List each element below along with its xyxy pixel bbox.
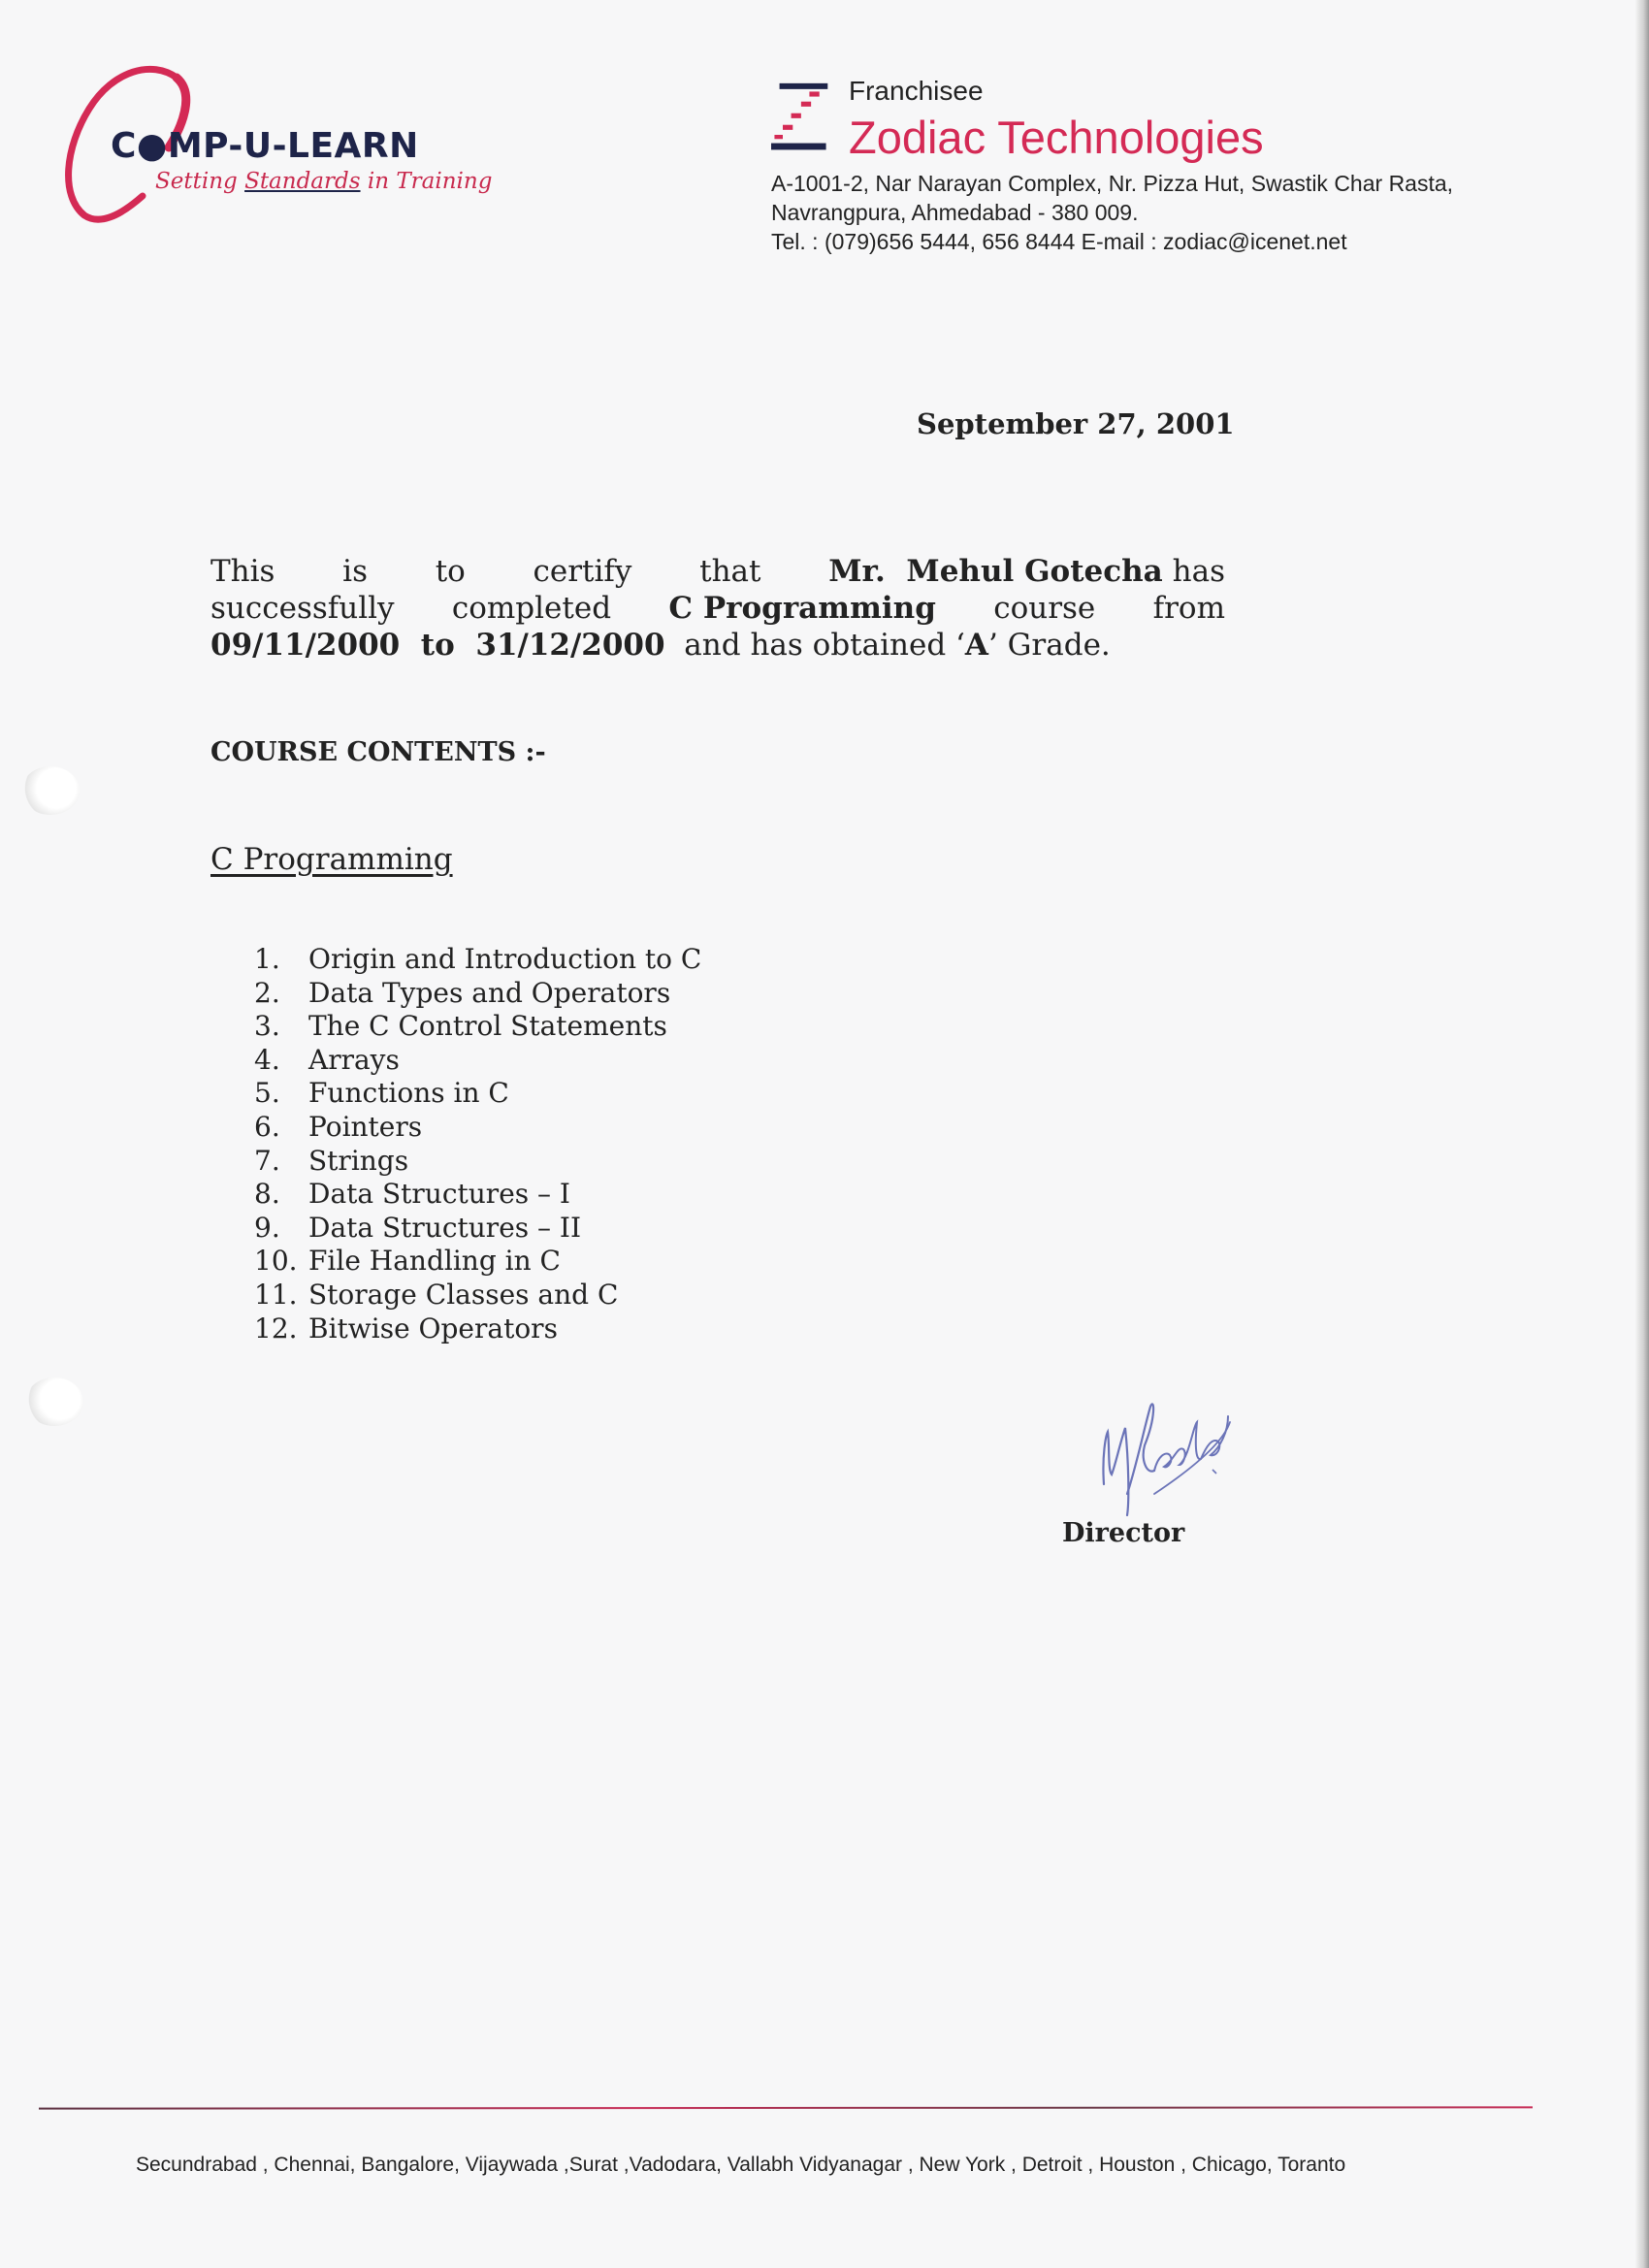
topic-number: 4. bbox=[254, 1043, 280, 1076]
cert-word: has bbox=[1172, 554, 1225, 589]
certification-paragraph bbox=[210, 553, 1225, 664]
franchisee-label: Franchisee bbox=[849, 76, 984, 106]
list-item bbox=[254, 1178, 701, 1212]
topic-number: 10. bbox=[254, 1245, 298, 1278]
cert-word: is bbox=[342, 554, 368, 589]
topic-number: 2. bbox=[254, 976, 280, 1009]
list-item bbox=[254, 1044, 701, 1078]
contact-line: Tel. : (079)656 5444, 656 8444 E-mail : zodiac@icenet.net bbox=[771, 229, 1347, 254]
course-period: 09/11/2000 to 31/12/2000 bbox=[210, 628, 665, 663]
topic-label: Data Structures – II bbox=[308, 1211, 582, 1244]
topic-number: 6. bbox=[254, 1110, 280, 1143]
footer-divider bbox=[39, 2106, 1533, 2109]
list-item bbox=[254, 1245, 701, 1279]
cert-word: course bbox=[993, 591, 1096, 626]
topic-list bbox=[254, 943, 701, 1345]
address-line-2: Navrangpura, Ahmedabad - 380 009. bbox=[771, 200, 1139, 225]
recipient-name: Mr. Mehul Gotecha bbox=[828, 554, 1163, 589]
zodiac-z-logo-icon bbox=[771, 78, 829, 157]
course-subject-heading: C Programming bbox=[210, 842, 453, 877]
topic-label: Strings bbox=[308, 1144, 409, 1177]
franchise-name: Zodiac Technologies bbox=[849, 112, 1264, 163]
list-item bbox=[254, 1212, 701, 1246]
punch-hole-mark bbox=[25, 1377, 83, 1426]
footer-locations: Secundrabad , Chennai, Bangalore, Vijaywada ,Surat ,Vadodara, Vallabh Vidyanagar , New York , Detroit , Houston , Chicago, Toranto bbox=[136, 2154, 1346, 2176]
comp-u-learn-logo bbox=[60, 60, 493, 225]
list-item bbox=[254, 1111, 701, 1145]
cert-word: successfully bbox=[210, 591, 395, 626]
topic-number: 9. bbox=[254, 1211, 280, 1244]
punch-hole-mark bbox=[21, 766, 80, 815]
letter-date: September 27, 2001 bbox=[917, 407, 1235, 440]
topic-label: Data Structures – I bbox=[308, 1178, 570, 1211]
franchise-address bbox=[771, 169, 1453, 256]
topic-number: 11. bbox=[254, 1278, 298, 1311]
cert-line-2 bbox=[210, 590, 1225, 627]
cert-text: ’ Grade. bbox=[987, 628, 1111, 663]
topic-number: 12. bbox=[254, 1312, 298, 1345]
topic-number: 5. bbox=[254, 1077, 280, 1110]
course-name: C Programming bbox=[668, 591, 936, 626]
director-signature-icon bbox=[1086, 1377, 1261, 1523]
list-item bbox=[254, 1312, 701, 1346]
page-edge-shadow bbox=[1635, 0, 1649, 2268]
topic-number: 8. bbox=[254, 1178, 280, 1211]
cert-line-1 bbox=[210, 553, 1225, 590]
cert-line-3 bbox=[210, 627, 1225, 664]
list-item bbox=[254, 977, 701, 1011]
topic-label: Pointers bbox=[308, 1110, 423, 1143]
list-item bbox=[254, 943, 701, 977]
list-item bbox=[254, 1279, 701, 1312]
list-item bbox=[254, 1145, 701, 1179]
cert-word: This bbox=[210, 554, 275, 589]
cert-word: completed bbox=[451, 591, 612, 626]
topic-label: The C Control Statements bbox=[308, 1010, 667, 1043]
topic-label: Arrays bbox=[308, 1043, 400, 1076]
grade: A bbox=[964, 628, 988, 663]
topic-label: Functions in C bbox=[308, 1077, 509, 1110]
list-item bbox=[254, 1077, 701, 1111]
cert-word: certify bbox=[533, 554, 632, 589]
address-line-1: A-1001-2, Nar Narayan Complex, Nr. Pizza Hut, Swastik Char Rasta, bbox=[771, 171, 1454, 196]
signatory-title: Director bbox=[1062, 1518, 1185, 1548]
logo-wordmark: C●MP-U-LEARN bbox=[111, 126, 419, 166]
topic-label: Data Types and Operators bbox=[308, 976, 671, 1009]
topic-number: 7. bbox=[254, 1144, 280, 1177]
cert-word: that bbox=[699, 554, 761, 589]
topic-label: Bitwise Operators bbox=[308, 1312, 558, 1345]
course-contents-heading: COURSE CONTENTS :- bbox=[210, 737, 546, 767]
cert-word: to bbox=[435, 554, 466, 589]
topic-label: File Handling in C bbox=[308, 1245, 561, 1278]
logo-tagline: Setting Standards in Training bbox=[155, 169, 493, 194]
topic-number: 1. bbox=[254, 943, 280, 975]
topic-label: Storage Classes and C bbox=[308, 1278, 619, 1311]
cert-word: from bbox=[1152, 591, 1225, 626]
topic-label: Origin and Introduction to C bbox=[308, 943, 702, 975]
topic-number: 3. bbox=[254, 1010, 280, 1043]
list-item bbox=[254, 1010, 701, 1044]
cert-text: and has obtained ‘ bbox=[684, 628, 965, 663]
